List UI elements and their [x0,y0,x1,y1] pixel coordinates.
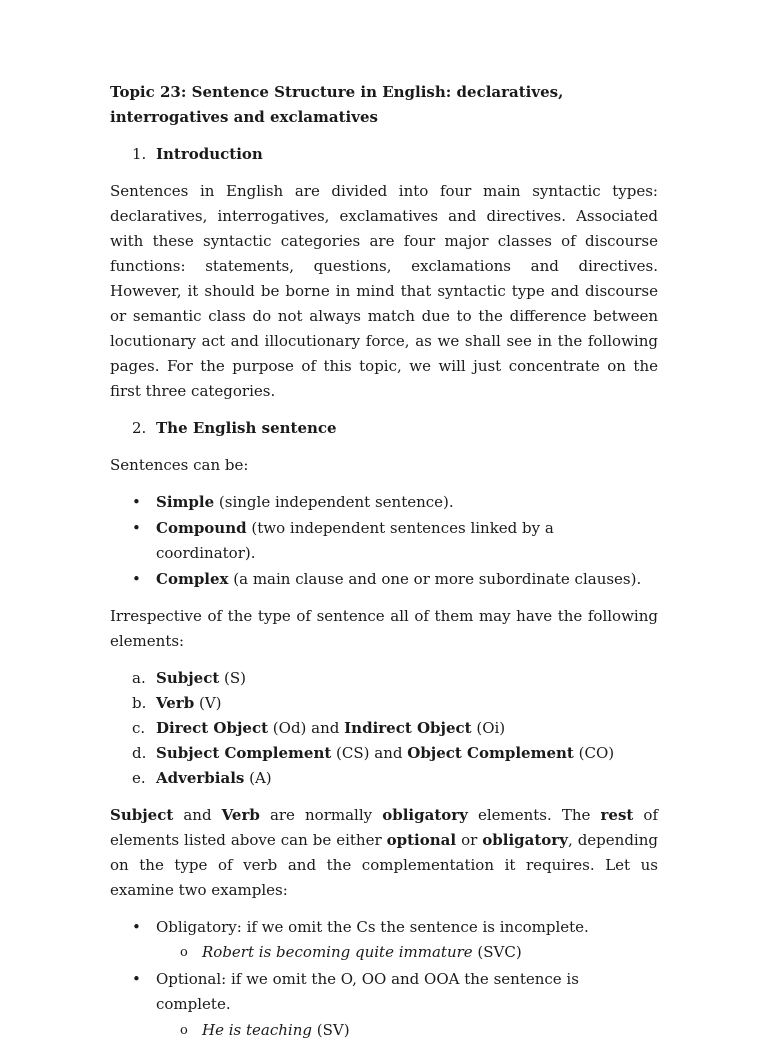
abbreviation: (Od) and [268,719,345,737]
emphasis: obligatory [382,806,468,824]
examples-list [110,915,658,940]
term: Compound [156,519,247,537]
list-letter: b. [132,694,147,712]
abbreviation: (V) [194,694,222,712]
term: Verb [156,694,195,712]
document-title: Topic 23: Sentence Structure in English: declaratives, interrogatives and exclamatives [110,83,564,126]
section-heading-introduction [110,142,658,167]
section-number: 1. [132,145,147,163]
list-letter: e. [132,769,146,787]
list-item [110,915,658,940]
abbreviation: (S) [219,669,247,687]
term: Object Complement [407,744,574,762]
list-item [110,716,658,741]
section-heading-english-sentence [110,416,658,441]
emphasis: Subject [110,806,174,824]
bullet-icon: • [132,493,141,511]
list-item [110,967,658,1017]
bullet-icon: • [132,570,141,588]
term: Adverbials [156,769,245,787]
document-page [110,80,658,1043]
emphasis: optional [386,831,457,849]
obligatory-paragraph [110,803,658,903]
section-title: Introduction [156,145,263,163]
bullet-icon: • [132,918,141,936]
elements-intro: Irrespective of the type of sentence all of them may have the following elements: [110,607,658,650]
introduction-paragraph: Sentences in English are divided into four main syntactic types: declaratives, interrogatives, exclamatives and directives. Associated with these syntactic categories are four major classes of discourse functions: statements, questions, exclamations and directives. However, it should be borne in mind that syntactic type and discourse or semantic class do not always match due to the difference between locutionary act and illocutionary force, as we shall see in the following pages. For the purpose of this topic, we will just concentrate on the first three categories. [110,182,658,400]
list-letter: c. [132,719,146,737]
list-item [110,766,658,791]
sentence-elements-list [110,666,658,791]
section-title: The English sentence [156,419,337,437]
list-item [110,691,658,716]
term-description: (single independent sentence). [214,493,454,511]
text: , depending on the type of verb and the complementation it requires. Let us examine two examples: [110,831,658,899]
example-sentence: Robert is becoming quite immature [202,943,473,961]
text: of elements listed above can be either [110,806,658,849]
examples-list [110,967,658,1017]
term: Subject [156,669,220,687]
list-letter: a. [132,669,146,687]
example-sublist [110,1018,658,1043]
text: and [173,806,222,824]
abbreviation: (CO) [573,744,615,762]
list-item [110,567,658,592]
term: Indirect Object [344,719,472,737]
list-item [110,741,658,766]
sub-bullet-icon: o [180,1023,188,1038]
emphasis: rest [600,806,634,824]
example-sentence: He is teaching [202,1021,312,1039]
term-description: (a main clause and one or more subordinate clauses). [228,570,642,588]
term-description: (two independent sentences linked by a coordinator). [156,519,554,562]
abbreviation: (CS) and [331,744,408,762]
abbreviation: (A) [244,769,272,787]
abbreviation: (Oi) [471,719,506,737]
emphasis: Verb [221,806,260,824]
example-tag: (SV) [311,1021,350,1039]
bullet-icon: • [132,970,141,988]
term: Subject Complement [156,744,332,762]
list-letter: d. [132,744,147,762]
example-tag: (SVC) [472,943,522,961]
example-description: Obligatory: if we omit the Cs the sentence is incomplete. [156,918,589,936]
sub-bullet-icon: o [180,945,188,960]
list-item [110,940,658,965]
list-item [110,1018,658,1043]
text: or [456,831,483,849]
bullet-icon: • [132,519,141,537]
example-sublist [110,940,658,965]
term: Simple [156,493,215,511]
emphasis: obligatory [482,831,568,849]
section-number: 2. [132,419,147,437]
example-description: Optional: if we omit the O, OO and OOA the sentence is complete. [156,970,579,1013]
text: elements. The [467,806,601,824]
sentence-types-list [110,490,658,592]
term: Complex [156,570,229,588]
sentence-types-intro: Sentences can be: [110,456,249,474]
list-item [110,516,658,566]
list-item [110,490,658,515]
list-item [110,666,658,691]
text: are normally [259,806,383,824]
term: Direct Object [156,719,269,737]
